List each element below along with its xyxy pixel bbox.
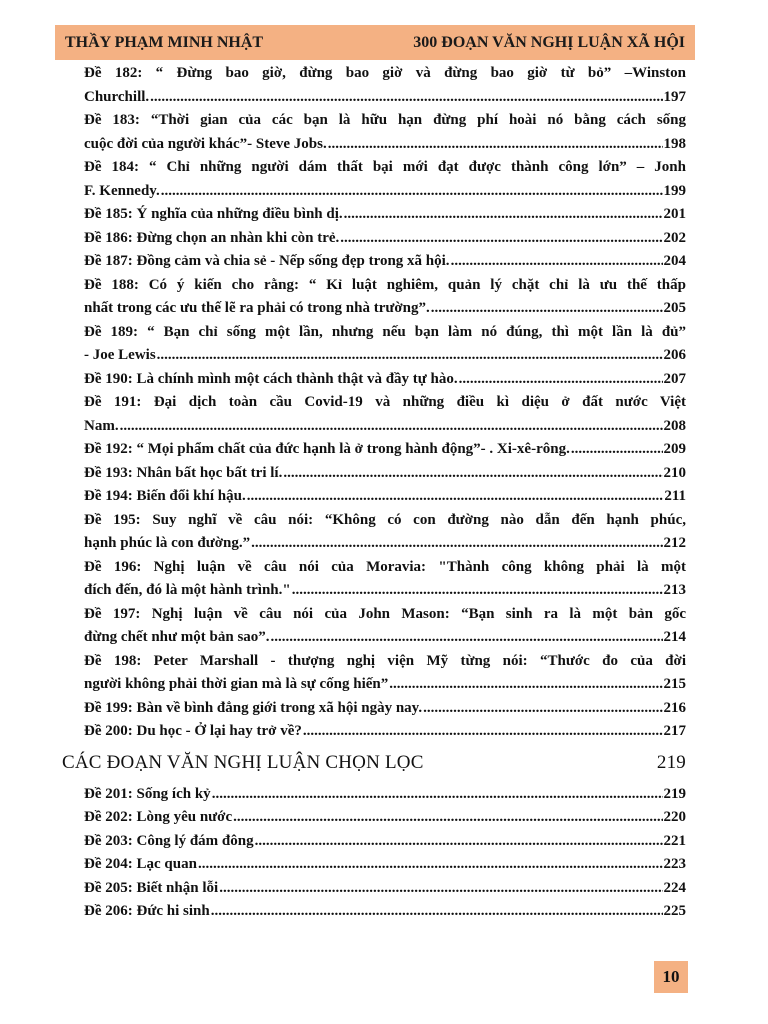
toc-entry-title-line: Đề 184: “ Chỉ những người dám thất bại mới đạt được thành công lớn” – Jonh [84, 159, 686, 175]
toc-entry-title-line: Đề 197: Nghị luận về câu nói của John Mason: “Bạn sinh ra là một bản gốc [84, 605, 686, 622]
toc-list-a [84, 62, 686, 744]
toc-entry-page: 201 [663, 206, 686, 222]
dot-leader [211, 900, 663, 924]
toc-entry[interactable] [84, 321, 686, 368]
toc-entry-page: 225 [663, 903, 686, 919]
toc-list-b [84, 783, 686, 924]
toc-entry-page: 205 [663, 300, 686, 316]
toc-entry-title: Đề 192: “ Mọi phẩm chất của đức hạnh là ở trong hành động”- . Xi-xê-rông. [84, 441, 570, 457]
toc-entry-title: Đề 186: Đừng chọn an nhàn khi còn trẻ. [84, 229, 340, 246]
toc-entry[interactable] [84, 830, 686, 854]
toc-entry[interactable] [84, 391, 686, 438]
dot-leader [247, 485, 664, 509]
toc-entry-page: 206 [663, 347, 686, 363]
toc-entry-title: Đề 206: Đức hi sinh [84, 903, 210, 919]
toc-entry-page: 221 [663, 832, 686, 849]
toc-entry-title-line: Đề 189: “ Bạn chỉ sống một lần, nhưng nếu bạn làm nó đúng, thì một lần là đủ” [84, 323, 686, 340]
dot-leader [328, 133, 663, 157]
toc-entry-title-line: Đề 191: Đại dịch toàn cầu Covid-19 và những điều kì diệu ở đất nước Việt [84, 394, 686, 410]
toc-entry[interactable] [84, 556, 686, 603]
toc-entry-page: 217 [663, 723, 686, 739]
toc-entry-page: 208 [663, 417, 686, 434]
toc-entry-title-line: Đề 188: Có ý kiến cho rằng: “ Kỉ luật nghiêm, quản lý chặt chỉ là ưu thế thấp [84, 276, 686, 293]
toc-entry-title: hạnh phúc là con đường.” [84, 535, 251, 551]
toc-entry-page: 215 [663, 676, 686, 692]
toc-entry[interactable] [84, 603, 686, 650]
toc-entry-page: 198 [663, 135, 686, 152]
section-page: 219 [656, 751, 686, 773]
toc-entry-title: Nam. [84, 417, 119, 434]
toc-entry[interactable] [84, 62, 686, 109]
toc-entry-title-line: Đề 182: “ Đừng bao giờ, đừng bao giờ và đừng bao giờ từ bỏ” –Winston [84, 65, 686, 81]
toc-entry-title: Đề 204: Lạc quan [84, 856, 197, 872]
toc-entry[interactable] [84, 109, 686, 156]
toc-entry[interactable] [84, 806, 686, 830]
dot-leader [283, 462, 662, 486]
toc-entry-title: đích đến, đó là một hành trình." [84, 582, 291, 598]
toc-entry-title: người không phải thời gian mà là sự cống hiến” [84, 676, 389, 692]
toc-entry-page: 207 [663, 370, 686, 387]
toc-entry-page: 211 [664, 488, 686, 504]
header-book-title: 300 ĐOẠN VĂN NGHỊ LUẬN XÃ HỘI [413, 33, 685, 51]
toc-entry-title: - Joe Lewis [84, 347, 156, 363]
toc-entry-title: cuộc đời của người khác”- Steve Jobs. [84, 135, 327, 152]
toc-entry[interactable] [84, 368, 686, 392]
dot-leader [157, 344, 663, 368]
toc-entry-title: Đề 194: Biến đổi khí hậu. [84, 488, 246, 504]
dot-leader [198, 853, 663, 877]
toc-entry[interactable] [84, 250, 686, 274]
toc-entry-page: 212 [663, 535, 686, 551]
dot-leader [389, 673, 662, 697]
toc-entry[interactable] [84, 462, 686, 486]
toc-entry-title: F. Kennedy. [84, 182, 160, 199]
dot-leader [271, 626, 663, 650]
toc-entry-title: Đề 202: Lòng yêu nước [84, 809, 233, 825]
toc-entry[interactable] [84, 783, 686, 807]
page-header [55, 25, 695, 60]
toc-entry-title-line: Đề 183: “Thời gian của các bạn là hữu hạn đừng phí hoài nó bằng cách sống [84, 112, 686, 128]
dot-leader [251, 532, 662, 556]
toc-entry-page: 199 [663, 182, 686, 199]
toc-entry-title: Đề 187: Đồng cảm và chia sẻ - Nếp sống đẹp trong xã hội. [84, 253, 450, 269]
toc-entry-page: 209 [663, 441, 686, 457]
dot-leader [303, 720, 663, 744]
toc-entry[interactable] [84, 156, 686, 203]
toc-entry-title: Đề 190: Là chính mình một cách thành thật và đầy tự hào. [84, 370, 458, 387]
toc-entry-title: Đề 205: Biết nhận lỗi [84, 879, 219, 896]
dot-leader [459, 368, 663, 392]
toc-entry-title: đừng chết như một bản sao”. [84, 629, 270, 645]
toc-entry[interactable] [84, 485, 686, 509]
dot-leader [120, 415, 663, 439]
toc-entry[interactable] [84, 853, 686, 877]
toc-entry-page: 197 [663, 88, 686, 105]
toc-entry-page: 214 [663, 629, 686, 645]
toc-entry-title-line: Đề 195: Suy nghĩ về câu nói: “Không có con đường nào dẫn đến hạnh phúc, [84, 511, 686, 528]
toc-entry[interactable] [84, 438, 686, 462]
toc-entry-title: Đề 185: Ý nghĩa của những điều bình dị. [84, 206, 343, 222]
toc-entry-title: nhất trong các ưu thế lẽ ra phải có trong nhà trường”. [84, 300, 430, 316]
toc-entry-title: Đề 200: Du học - Ở lại hay trở về? [84, 723, 302, 739]
toc-entry-page: 204 [663, 253, 686, 269]
toc-entry-page: 220 [663, 809, 686, 825]
toc-entry-page: 223 [663, 856, 686, 872]
section-title: CÁC ĐOẠN VĂN NGHỊ LUẬN CHỌN LỌC [62, 751, 424, 773]
dot-leader [255, 830, 663, 854]
toc-entry-title-line: Đề 196: Nghị luận về câu nói của Moravia: "Thành công không phải là một [84, 558, 686, 575]
toc-entry[interactable] [84, 720, 686, 744]
dot-leader [292, 579, 663, 603]
toc-entry[interactable] [84, 900, 686, 924]
toc-entry[interactable] [84, 203, 686, 227]
toc-entry-title: Churchill. [84, 88, 150, 105]
dot-leader [161, 180, 663, 204]
toc-entry[interactable] [84, 274, 686, 321]
toc-entry[interactable] [84, 650, 686, 697]
dot-leader [571, 438, 663, 462]
dot-leader [219, 877, 662, 901]
toc-entry-title: Đề 203: Công lý đám đông [84, 832, 254, 849]
toc-entry-page: 224 [663, 879, 686, 896]
toc-entry-page: 213 [663, 582, 686, 598]
header-author: THẦY PHẠM MINH NHẬT [65, 33, 264, 51]
dot-leader [451, 250, 663, 274]
toc-entry[interactable] [84, 227, 686, 251]
toc-entry-page: 202 [663, 229, 686, 246]
dot-leader [233, 806, 662, 830]
dot-leader [212, 783, 663, 807]
dot-leader [431, 297, 663, 321]
dot-leader [340, 227, 662, 251]
dot-leader [150, 86, 662, 110]
table-of-contents [62, 62, 686, 924]
toc-entry[interactable] [84, 697, 686, 721]
toc-section-heading[interactable] [62, 750, 686, 776]
toc-entry-page: 210 [663, 464, 686, 481]
dot-leader [344, 203, 663, 227]
dot-leader [423, 697, 662, 721]
toc-entry-page: 219 [663, 785, 686, 802]
page-number: 10 [654, 961, 688, 993]
toc-entry-title: Đề 193: Nhân bất học bất tri lí. [84, 464, 283, 481]
toc-entry-title: Đề 199: Bàn về bình đẳng giới trong xã hội ngày nay. [84, 699, 423, 716]
toc-entry[interactable] [84, 509, 686, 556]
toc-entry-title: Đề 201: Sống ích kỷ [84, 785, 211, 802]
toc-entry-page: 216 [663, 699, 686, 716]
toc-entry[interactable] [84, 877, 686, 901]
toc-entry-title-line: Đề 198: Peter Marshall - thượng nghị viện Mỹ từng nói: “Thước đo của đời [84, 652, 686, 669]
